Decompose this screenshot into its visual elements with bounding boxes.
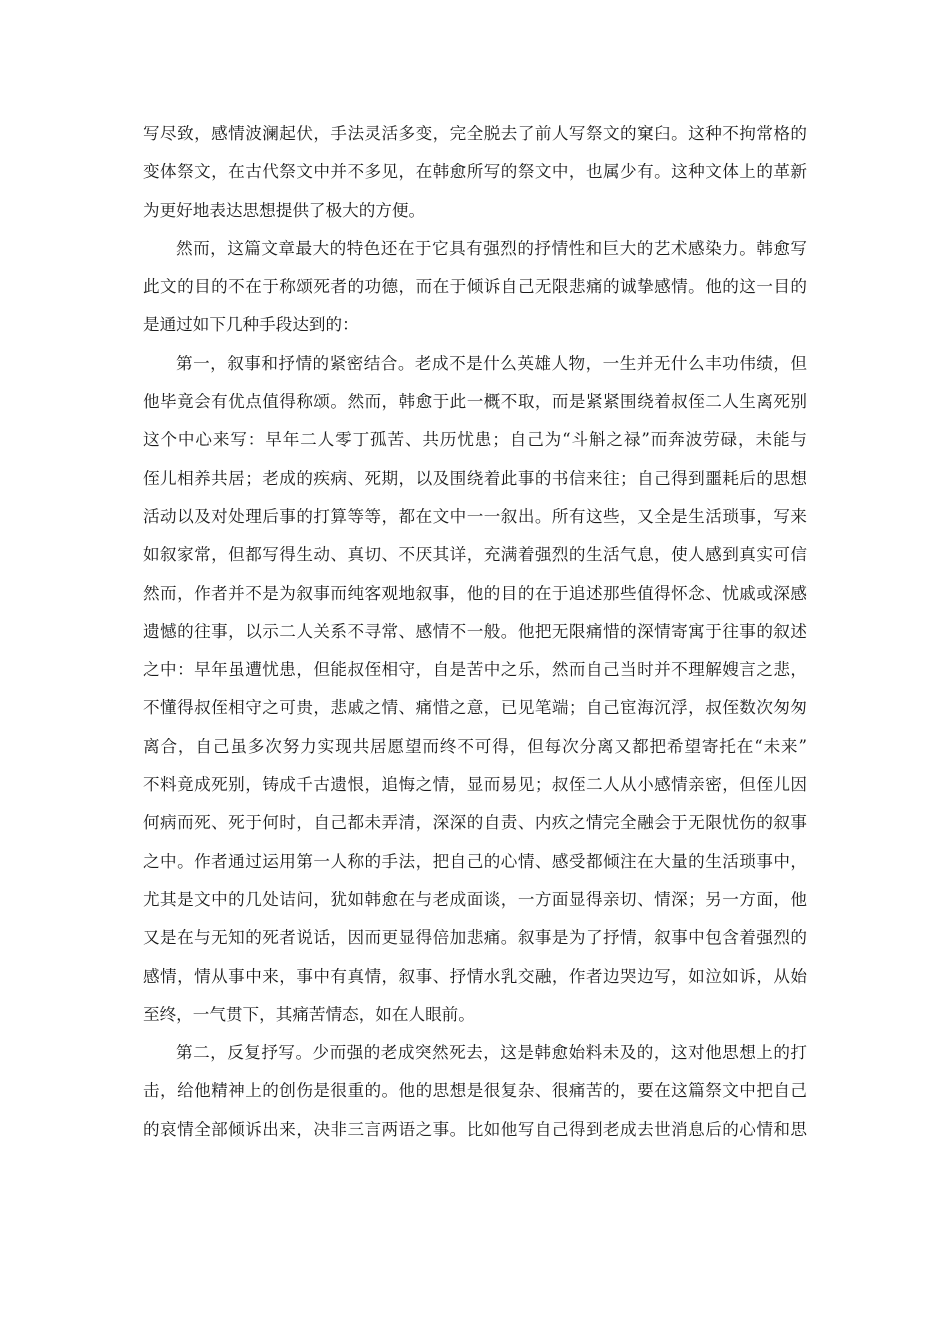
text-line: 之中：早年虽遭忧患，但能叔侄相守，自是苦中之乐，然而自己当时并不理解嫂言之悲， — [143, 660, 807, 680]
text-line: 然而，这篇文章最大的特色还在于它具有强烈的抒情性和巨大的艺术感染力。韩愈写 — [176, 238, 807, 258]
text-line: 如叙家常，但都写得生动、真切、不厌其详，充满着强烈的生活气息，使人感到真实可信 — [143, 545, 807, 565]
text-line: 然而，作者并不是为叙事而纯客观地叙事，他的目的在于追述那些值得怀念、忧戚或深感 — [143, 583, 807, 603]
text-line: 不懂得叔侄相守之可贵，悲戚之情、痛惜之意，已见笔端；自己宦海沉浮，叔侄数次匆匆 — [143, 698, 807, 718]
paragraph — [143, 345, 807, 1034]
text-line: 击，给他精神上的创伤是很重的。他的思想是很复杂、很痛苦的，要在这篇祭文中把自己 — [143, 1081, 807, 1101]
document-body — [143, 115, 807, 1149]
text-line: 之中。作者通过运用第一人称的手法，把自己的心情、感受都倾注在大量的生活琐事中， — [143, 851, 807, 871]
text-line: 又是在与无知的死者说话，因而更显得倍加悲痛。叙事是为了抒情，叙事中包含着强烈的 — [143, 928, 807, 948]
text-line: 离合，自己虽多次努力实现共居愿望而终不可得，但每次分离又都把希望寄托在“未来” — [143, 736, 807, 756]
text-line: 的哀情全部倾诉出来，决非三言两语之事。比如他写自己得到老成去世消息后的心情和思 — [143, 1119, 807, 1139]
paragraph — [143, 115, 807, 230]
text-line: 此文的目的不在于称颂死者的功德，而在于倾诉自己无限悲痛的诚挚感情。他的这一目的 — [143, 277, 807, 297]
text-line: 何病而死、死于何时，自己都未弄清，深深的自责、内疚之情完全融会于无限忧伤的叙事 — [143, 813, 807, 833]
text-line: 遗憾的往事，以示二人关系不寻常、感情不一般。他把无限痛惜的深情寄寓于往事的叙述 — [143, 621, 807, 641]
text-line: 至终，一气贯下，其痛苦情态，如在人眼前。 — [143, 1004, 475, 1024]
text-line: 第一，叙事和抒情的紧密结合。老成不是什么英雄人物，一生并无什么丰功伟绩，但 — [176, 353, 807, 373]
text-line: 这个中心来写：早年二人零丁孤苦、共历忧患；自己为“斗斛之禄”而奔波劳碌，未能与 — [143, 430, 807, 450]
text-line: 他毕竟会有优点值得称颂。然而，韩愈于此一概不取，而是紧紧围绕着叔侄二人生离死别 — [143, 392, 807, 412]
text-line: 不料竟成死别，铸成千古遗恨，追悔之情，显而易见；叔侄二人从小感情亲密，但侄儿因 — [143, 775, 807, 795]
text-line: 尤其是文中的几处诘问，犹如韩愈在与老成面谈，一方面显得亲切、情深；另一方面，他 — [143, 889, 807, 909]
paragraph — [143, 230, 807, 345]
text-line: 第二，反复抒写。少而强的老成突然死去，这是韩愈始料未及的，这对他思想上的打 — [176, 1043, 807, 1063]
text-line: 是通过如下几种手段达到的： — [143, 315, 359, 335]
text-line: 侄儿相养共居；老成的疾病、死期，以及围绕着此事的书信来往；自己得到噩耗后的思想 — [143, 468, 807, 488]
text-line: 变体祭文，在古代祭文中并不多见，在韩愈所写的祭文中，也属少有。这种文体上的革新 — [143, 162, 807, 182]
text-line: 感情，情从事中来，事中有真情，叙事、抒情水乳交融，作者边哭边写，如泣如诉，从始 — [143, 966, 807, 986]
paragraph — [143, 1034, 807, 1149]
text-line: 写尽致，感情波澜起伏，手法灵活多变，完全脱去了前人写祭文的窠臼。这种不拘常格的 — [143, 124, 807, 143]
text-line: 活动以及对处理后事的打算等等，都在文中一一叙出。所有这些，又全是生活琐事，写来 — [143, 506, 807, 526]
text-line: 为更好地表达思想提供了极大的方便。 — [143, 200, 426, 220]
